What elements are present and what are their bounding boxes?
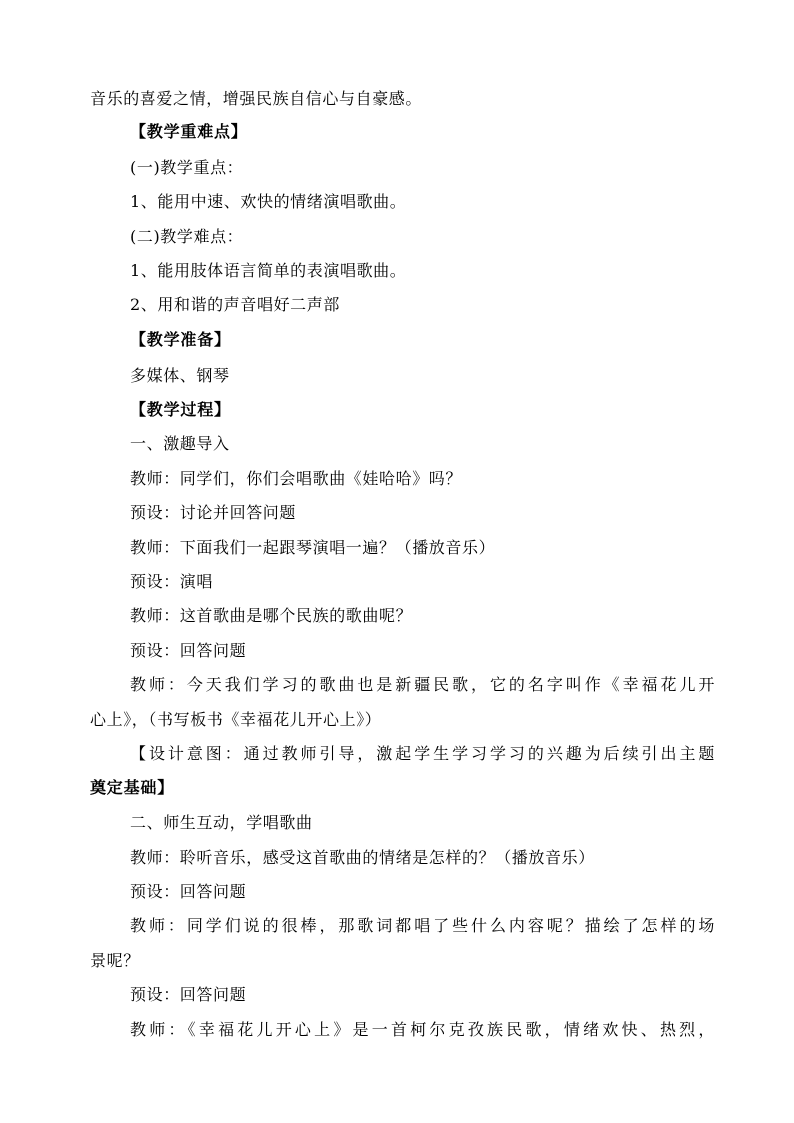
dialogue-line: 教师：下面我们一起跟琴演唱一遍？（播放音乐）	[130, 538, 496, 557]
dialogue-line: 教师：《幸福花儿开心上》是一首柯尔克孜族民歌，情绪欢快、热烈，	[130, 1020, 715, 1039]
dialogue-line-continuation: 心上》，（书写板书《幸福花儿开心上》）	[90, 710, 382, 729]
paragraph-line: 音乐的喜爱之情，增强民族自信心与自豪感。	[90, 89, 423, 108]
section-heading-key-points: 【教学重难点】	[130, 122, 248, 141]
dialogue-line: 预设：演唱	[130, 572, 214, 591]
subheading-interaction: 二、师生互动，学唱歌曲	[130, 813, 313, 832]
subheading-teaching-focus: (一)教学重点：	[130, 158, 244, 177]
section-heading-preparation: 【教学准备】	[130, 330, 231, 349]
section-heading-process: 【教学过程】	[130, 400, 231, 419]
dialogue-line-continuation: 景呢？	[90, 951, 140, 970]
dialogue-line: 预设：回答问题	[130, 641, 247, 660]
paragraph-line: 多媒体、钢琴	[130, 366, 230, 385]
subheading-teaching-difficulty: (二)教学难点：	[130, 227, 244, 246]
list-item: 2、用和谐的声音唱好二声部	[130, 295, 340, 314]
design-intent-note-continuation: 奠定基础】	[90, 778, 175, 797]
design-intent-note: 【设计意图：通过教师引导，激起学生学习学习的兴趣为后续引出主题	[130, 744, 715, 763]
dialogue-line: 预设：讨论并回答问题	[130, 503, 297, 522]
subheading-intro: 一、激趣导入	[130, 434, 230, 453]
list-item: 1、能用中速、欢快的情绪演唱歌曲。	[130, 192, 407, 211]
dialogue-line: 预设：回答问题	[130, 985, 247, 1004]
dialogue-line: 教师：这首歌曲是哪个民族的歌曲呢？	[130, 606, 413, 625]
dialogue-line: 教师：聆听音乐，感受这首歌曲的情绪是怎样的？（播放音乐）	[130, 848, 595, 867]
list-item: 1、能用肢体语言简单的表演唱歌曲。	[130, 261, 407, 280]
dialogue-line: 教师：同学们说的很棒，那歌词都唱了些什么内容呢？描绘了怎样的场	[130, 916, 715, 935]
dialogue-line: 教师：今天我们学习的歌曲也是新疆民歌，它的名字叫作《幸福花儿开	[130, 675, 715, 694]
dialogue-line: 教师：同学们，你们会唱歌曲《娃哈哈》吗？	[130, 469, 463, 488]
dialogue-line: 预设：回答问题	[130, 882, 247, 901]
